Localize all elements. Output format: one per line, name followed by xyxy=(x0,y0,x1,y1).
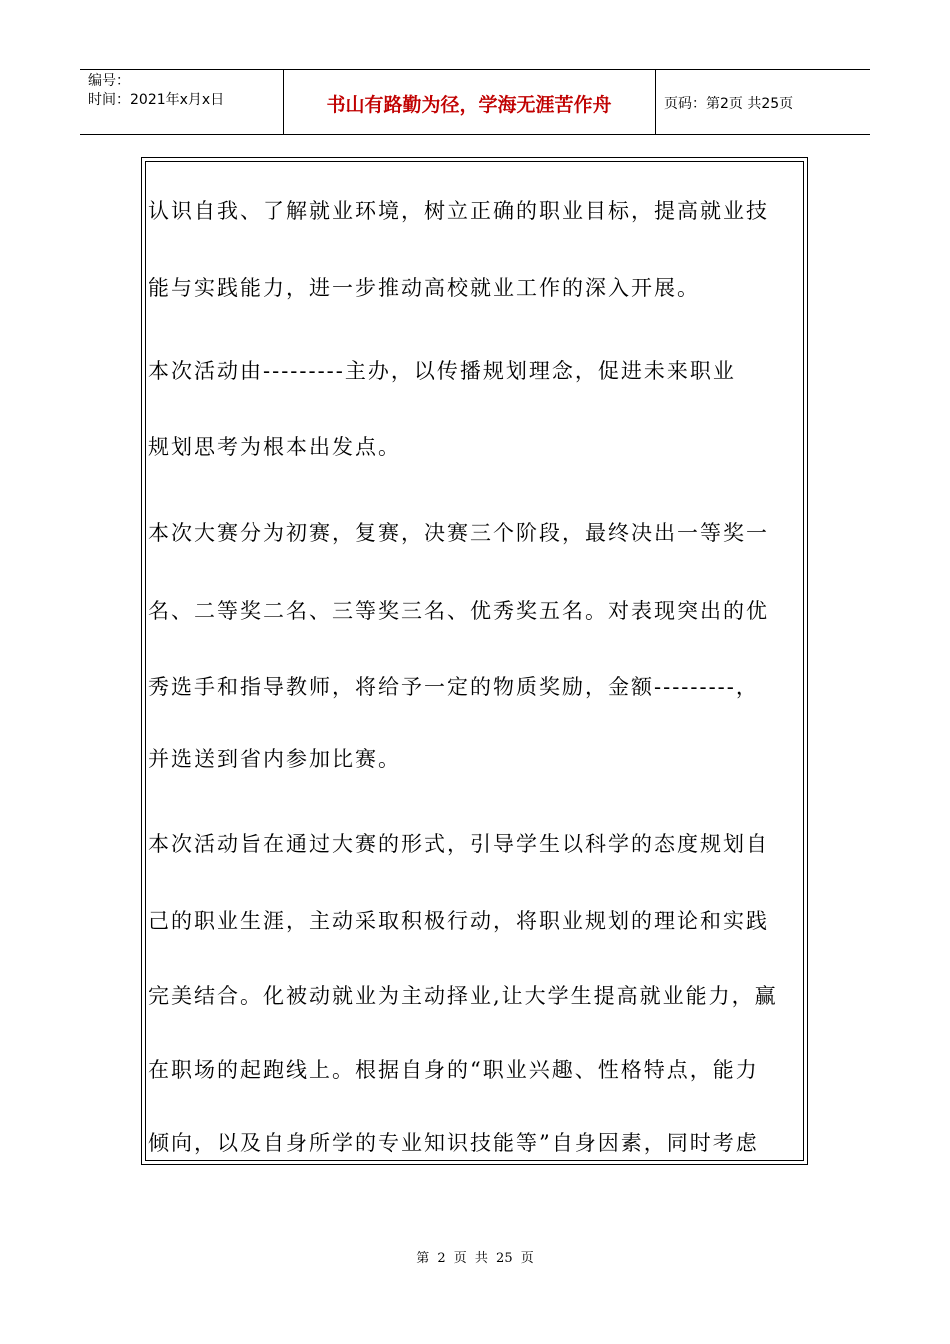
header-divider xyxy=(655,70,656,134)
body-line: 规划思考为根本出发点。 xyxy=(148,435,401,459)
page-header xyxy=(80,69,870,135)
document-date: 时间：2021年x月x日 xyxy=(88,92,225,108)
body-line: 能与实践能力，进一步推动高校就业工作的深入开展。 xyxy=(148,276,700,300)
content-frame-inner-border xyxy=(145,161,804,1161)
body-line: 本次活动由---------主办，以传播规划理念，促进未来职业 xyxy=(148,359,736,383)
header-page-info: 页码：第2页 共25页 xyxy=(664,96,794,112)
body-line: 名、二等奖二名、三等奖三名、优秀奖五名。对表现突出的优 xyxy=(148,599,769,623)
page-footer: 第 2 页 共 25 页 xyxy=(416,1251,534,1266)
header-meta xyxy=(88,72,224,110)
body-line: 并选送到省内参加比赛。 xyxy=(148,747,401,771)
body-line: 认识自我、了解就业环境，树立正确的职业目标，提高就业技 xyxy=(148,199,769,223)
body-line: 在职场的起跑线上。根据自身的“职业兴趣、性格特点，能力 xyxy=(148,1058,759,1082)
body-line: 秀选手和指导教师，将给予一定的物质奖励，金额---------， xyxy=(148,675,759,699)
header-motto: 书山有路勤为径，学海无涯苦作舟 xyxy=(326,94,612,116)
body-line: 己的职业生涯，主动采取积极行动，将职业规划的理论和实践 xyxy=(148,909,769,933)
body-line: 本次大赛分为初赛，复赛，决赛三个阶段，最终决出一等奖一 xyxy=(148,521,769,545)
content-frame xyxy=(141,157,808,1165)
body-line: 完美结合。化被动就业为主动择业,让大学生提高就业能力，赢 xyxy=(148,984,778,1008)
body-line: 本次活动旨在通过大赛的形式，引导学生以科学的态度规划自 xyxy=(148,832,769,856)
document-number-label: 编号： xyxy=(88,73,130,89)
body-line: 倾向，以及自身所学的专业知识技能等”自身因素，同时考虑 xyxy=(148,1131,759,1155)
